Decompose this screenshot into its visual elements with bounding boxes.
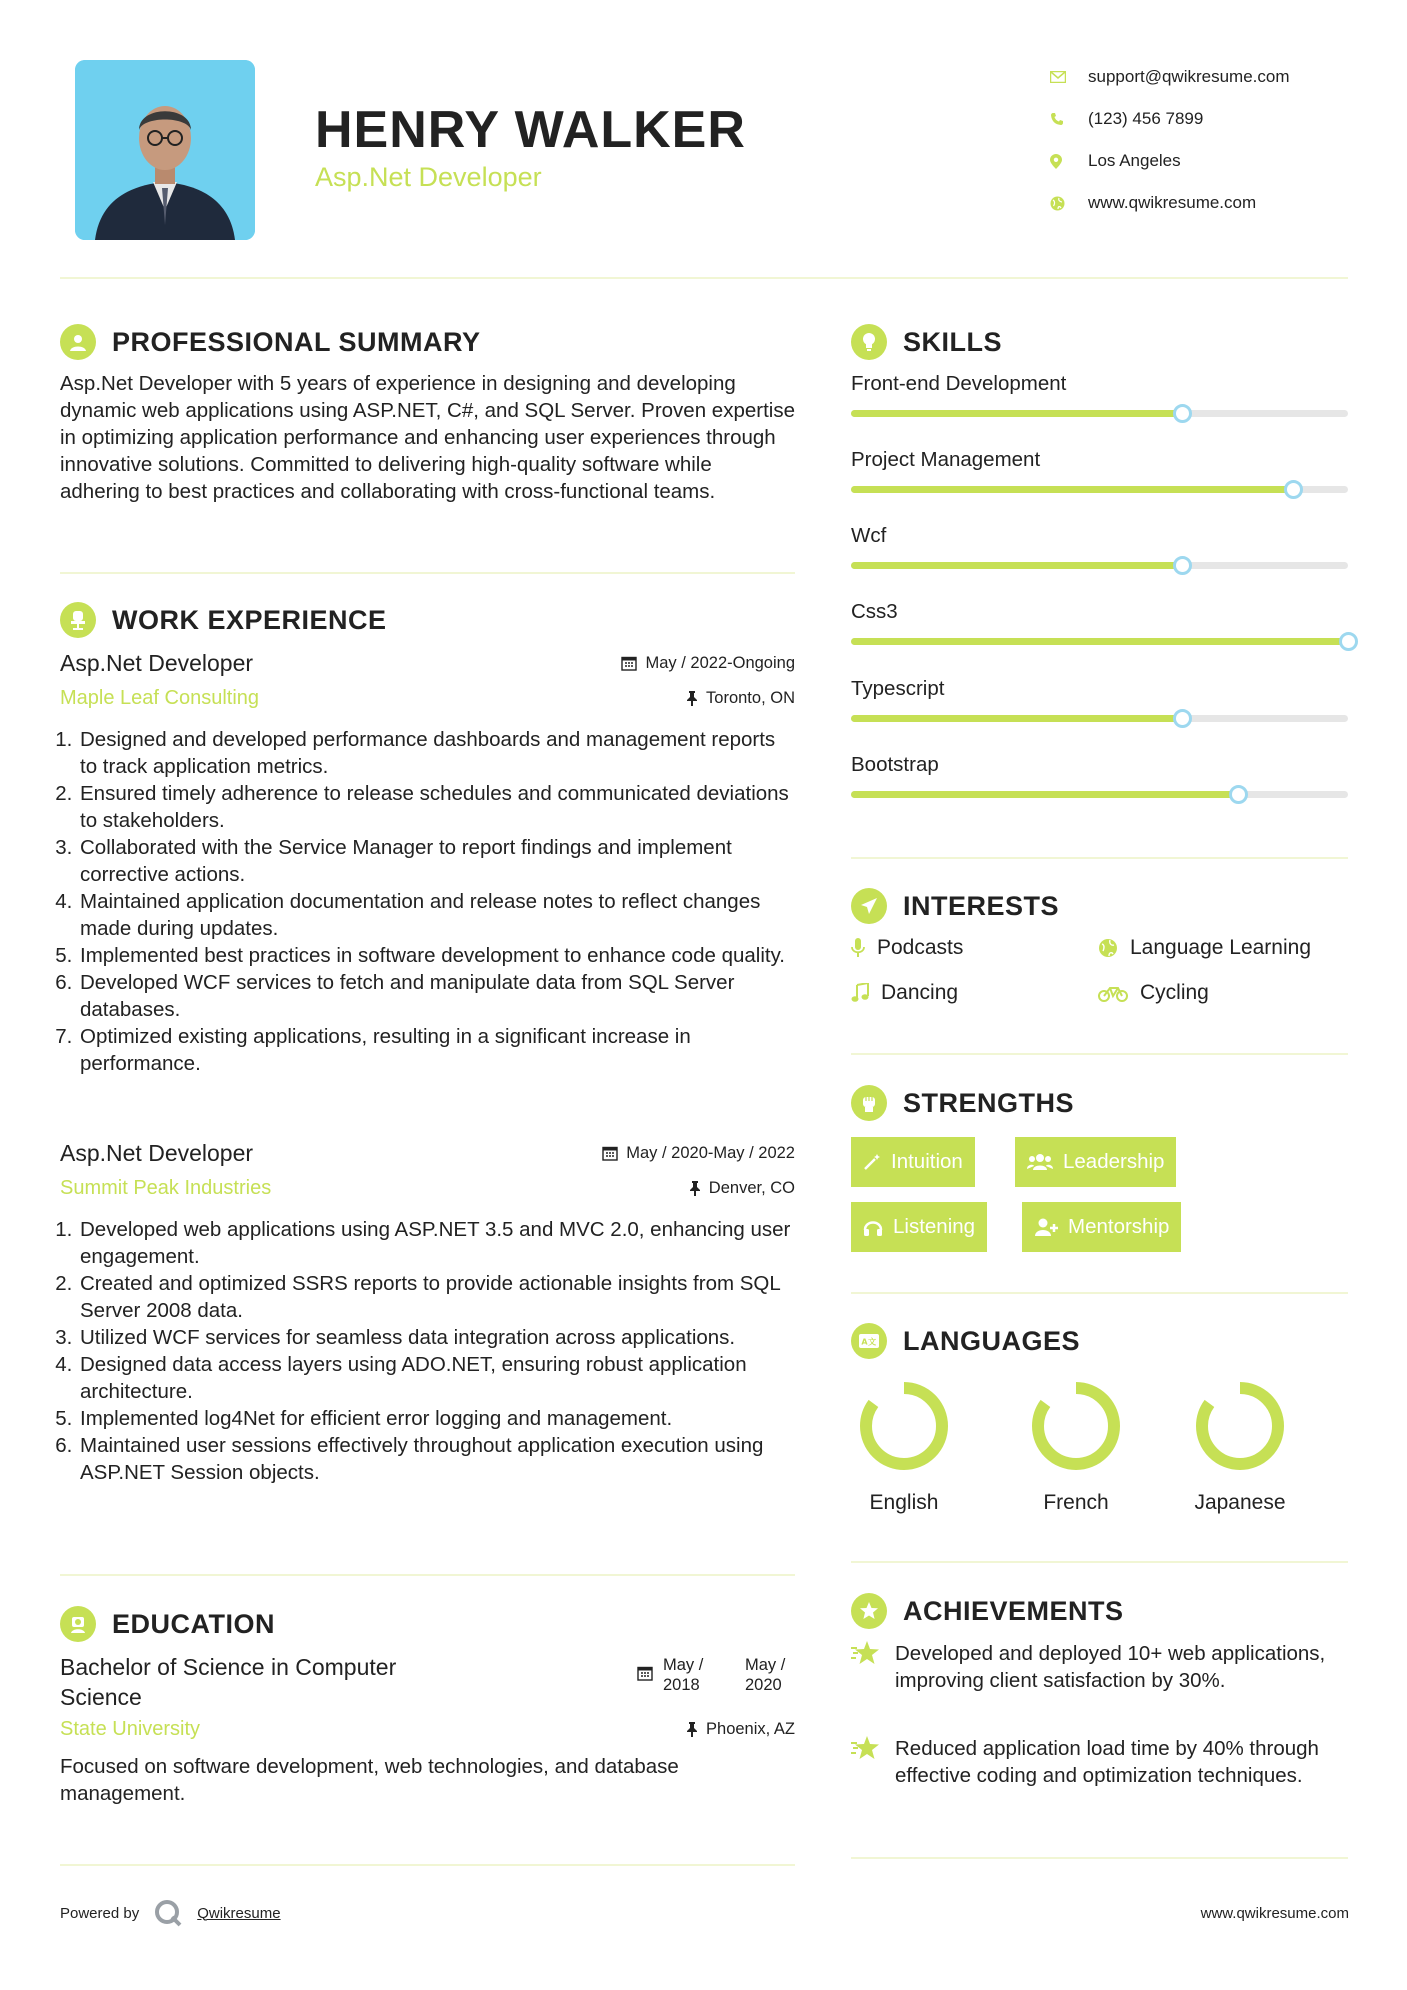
education-heading: EDUCATION: [60, 1606, 275, 1642]
magic-wand-icon: [863, 1153, 881, 1171]
paper-plane-icon: [851, 888, 887, 924]
skill-bar-knob: [1284, 480, 1303, 499]
job-bullets: [60, 726, 795, 1077]
skill-item: [851, 524, 1348, 569]
profile-photo: [75, 60, 255, 240]
globe-icon: [1098, 938, 1118, 958]
strength-tag: Listening: [851, 1202, 987, 1252]
star-icon: [851, 1640, 881, 1666]
user-icon: [60, 324, 96, 360]
strengths-heading: STRENGTHS: [851, 1085, 1074, 1121]
skill-bar-fill: [851, 486, 1293, 493]
list-item: 5. Implemented log4Net for efficient error logging and management.: [78, 1405, 795, 1432]
company-name: Summit Peak Industries: [60, 1177, 272, 1199]
skill-item: [851, 600, 1348, 645]
skill-bar-fill: [851, 638, 1348, 645]
strength-tag: Mentorship: [1022, 1202, 1181, 1252]
skill-bar: [851, 562, 1348, 569]
skill-bar-knob: [1339, 632, 1358, 651]
job-date: May / 2022-Ongoing: [621, 654, 795, 673]
language-name: Japanese: [1194, 1491, 1286, 1514]
users-icon: [1027, 1153, 1053, 1171]
strength-tag: Intuition: [851, 1137, 975, 1187]
language-name: English: [869, 1491, 939, 1514]
list-item: 3. Collaborated with the Service Manager to report findings and implement corrective actions.: [78, 834, 795, 888]
bicycle-icon: [1098, 984, 1128, 1002]
interests-heading: INTERESTS: [851, 888, 1059, 924]
achievements-divider: [851, 1857, 1348, 1859]
list-item: 5. Implemented best practices in software development to enhance code quality.: [78, 942, 795, 969]
skill-bar-fill: [851, 562, 1182, 569]
music-note-icon: [851, 983, 869, 1003]
footer-powered-by: Powered by Qwikresume: [60, 1898, 281, 1928]
footer-website-link[interactable]: www.qwikresume.com: [1200, 1905, 1349, 1922]
skill-bar: [851, 410, 1348, 417]
job-bullets: [60, 1216, 795, 1486]
skill-label: Css3: [851, 600, 898, 623]
education-entry: [60, 1652, 795, 1807]
star-icon: [851, 1735, 881, 1761]
strength-tag: Leadership: [1015, 1137, 1176, 1187]
contact-website[interactable]: www.qwikresume.com: [1050, 182, 1350, 224]
calendar-icon: [621, 655, 637, 671]
skill-bar: [851, 791, 1348, 798]
skill-bar-fill: [851, 715, 1182, 722]
microphone-icon: [851, 938, 865, 958]
graduate-icon: [60, 1606, 96, 1642]
education-location: Phoenix, AZ: [686, 1720, 795, 1739]
skill-label: Wcf: [851, 524, 887, 547]
achievement-text: Developed and deployed 10+ web applications, improving client satisfaction by 30%.: [895, 1642, 1326, 1692]
school-name: State University: [60, 1718, 201, 1740]
list-item: 6. Developed WCF services to fetch and manipulate data from SQL Server databases.: [78, 969, 795, 1023]
job-entry: [60, 1140, 795, 1486]
contact-block: [1050, 56, 1350, 224]
calendar-icon: [602, 1145, 618, 1161]
list-item: 6. Maintained user sessions effectively throughout application execution using ASP.NET Session objects.: [78, 1432, 795, 1486]
candidate-name: HENRY WALKER: [315, 101, 746, 159]
language-item: [839, 1378, 969, 1515]
list-item: 7. Optimized existing applications, resulting in a significant increase in performance.: [78, 1023, 795, 1077]
language-ring: [1192, 1378, 1288, 1474]
envelope-icon: [1050, 71, 1088, 83]
pushpin-icon: [689, 1181, 701, 1196]
skill-bar: [851, 715, 1348, 722]
job-date: May / 2020-May / 2022: [602, 1144, 795, 1163]
briefcase-chair-icon: [60, 602, 96, 638]
skill-label: Front-end Development: [851, 372, 1067, 395]
map-pin-icon: [1050, 154, 1088, 169]
skills-divider: [851, 857, 1348, 859]
summary-text: Asp.Net Developer with 5 years of experience in designing and developing dynamic web applications using ASP.NET, C#, and SQL Server. Proven expertise in optimizing application performance and enhancing user experiences through innovative solutions. Committed to delivering high-quality software while adhering to best practices and collaborating with cross-functional teams.: [60, 372, 795, 503]
skill-bar: [851, 486, 1348, 493]
education-start: May / 2018: [663, 1656, 704, 1694]
education-divider: [60, 1864, 795, 1866]
skill-item: [851, 448, 1348, 493]
interests-divider: [851, 1053, 1348, 1055]
skill-bar-knob: [1173, 404, 1192, 423]
skill-bar-knob: [1229, 785, 1248, 804]
work-divider: [60, 1574, 795, 1576]
calendar-icon: [637, 1665, 653, 1681]
list-item: 1. Designed and developed performance dashboards and management reports to track application metrics.: [78, 726, 795, 780]
skill-item: [851, 372, 1348, 417]
contact-phone[interactable]: (123) 456 7899: [1050, 98, 1350, 140]
job-entry: [60, 650, 795, 1077]
language-item: [1011, 1378, 1141, 1515]
education-dates: [637, 1655, 795, 1695]
job-title: Asp.Net Developer: [60, 1140, 254, 1166]
achievement-item: [851, 1640, 1351, 1694]
achievement-text: Reduced application load time by 40% through effective coding and optimization techniques.: [895, 1737, 1319, 1787]
skill-label: Typescript: [851, 677, 945, 700]
interest-item: Language Learning: [1098, 936, 1311, 960]
globe-icon: [1050, 196, 1088, 211]
job-location: Toronto, ON: [686, 689, 795, 708]
strengths-divider: [851, 1292, 1348, 1294]
interest-item: Dancing: [851, 981, 958, 1005]
work-heading: WORK EXPERIENCE: [60, 602, 387, 638]
list-item: 2. Created and optimized SSRS reports to provide actionable insights from SQL Server 2008 data.: [78, 1270, 795, 1324]
list-item: 3. Utilized WCF services for seamless data integration across applications.: [78, 1324, 795, 1351]
skill-label: Project Management: [851, 448, 1041, 471]
header-divider: [60, 277, 1348, 279]
language-item: [1175, 1378, 1305, 1515]
list-item: 4. Maintained application documentation and release notes to reflect changes made during updates.: [78, 888, 795, 942]
skill-bar: [851, 638, 1348, 645]
pushpin-icon: [686, 1722, 698, 1737]
skill-label: Bootstrap: [851, 753, 939, 776]
headphones-icon: [863, 1218, 883, 1236]
user-plus-icon: [1034, 1218, 1058, 1236]
company-name: Maple Leaf Consulting: [60, 687, 260, 709]
achievements-heading: ACHIEVEMENTS: [851, 1593, 1124, 1629]
achievement-item: [851, 1735, 1351, 1789]
language-name: French: [1043, 1491, 1109, 1514]
skills-heading: SKILLS: [851, 324, 1002, 360]
list-item: 4. Designed data access layers using ADO.NET, ensuring robust application architecture.: [78, 1351, 795, 1405]
language-ring: [1028, 1378, 1124, 1474]
pushpin-icon: [686, 691, 698, 706]
candidate-job-title: Asp.Net Developer: [315, 162, 542, 192]
interest-item: Cycling: [1098, 981, 1209, 1005]
interest-item: Podcasts: [851, 936, 963, 960]
contact-location: Los Angeles: [1050, 140, 1350, 182]
award-star-icon: [851, 1593, 887, 1629]
skill-item: [851, 753, 1348, 798]
skill-bar-knob: [1173, 556, 1192, 575]
skill-bar-fill: [851, 791, 1238, 798]
summary-heading: PROFESSIONAL SUMMARY: [60, 324, 481, 360]
degree-title: Bachelor of Science in Computer Science: [60, 1654, 397, 1710]
job-location: Denver, CO: [689, 1179, 795, 1198]
education-end: May / 2020: [745, 1656, 786, 1694]
job-title: Asp.Net Developer: [60, 650, 254, 676]
summary-divider: [60, 572, 795, 574]
footer-brand-link[interactable]: Qwikresume: [197, 1904, 281, 1922]
lightbulb-icon: [851, 324, 887, 360]
language-ring: [856, 1378, 952, 1474]
qwikresume-logo-icon: [153, 1898, 183, 1928]
raised-fist-icon: [851, 1085, 887, 1121]
languages-divider: [851, 1561, 1348, 1563]
skill-item: [851, 677, 1348, 722]
skill-bar-fill: [851, 410, 1182, 417]
languages-heading: A文 LANGUAGES: [851, 1323, 1080, 1359]
svg-text:A文: A文: [861, 1337, 877, 1347]
translate-icon: [851, 1323, 887, 1359]
skill-bar-knob: [1173, 709, 1192, 728]
education-description: Focused on software development, web technologies, and database management.: [60, 1755, 679, 1805]
list-item: 2. Ensured timely adherence to release schedules and communicated deviations to stakeholders.: [78, 780, 795, 834]
contact-email[interactable]: support@qwikresume.com: [1050, 56, 1350, 98]
phone-icon: [1050, 112, 1088, 126]
list-item: 1. Developed web applications using ASP.NET 3.5 and MVC 2.0, enhancing user engagement.: [78, 1216, 795, 1270]
